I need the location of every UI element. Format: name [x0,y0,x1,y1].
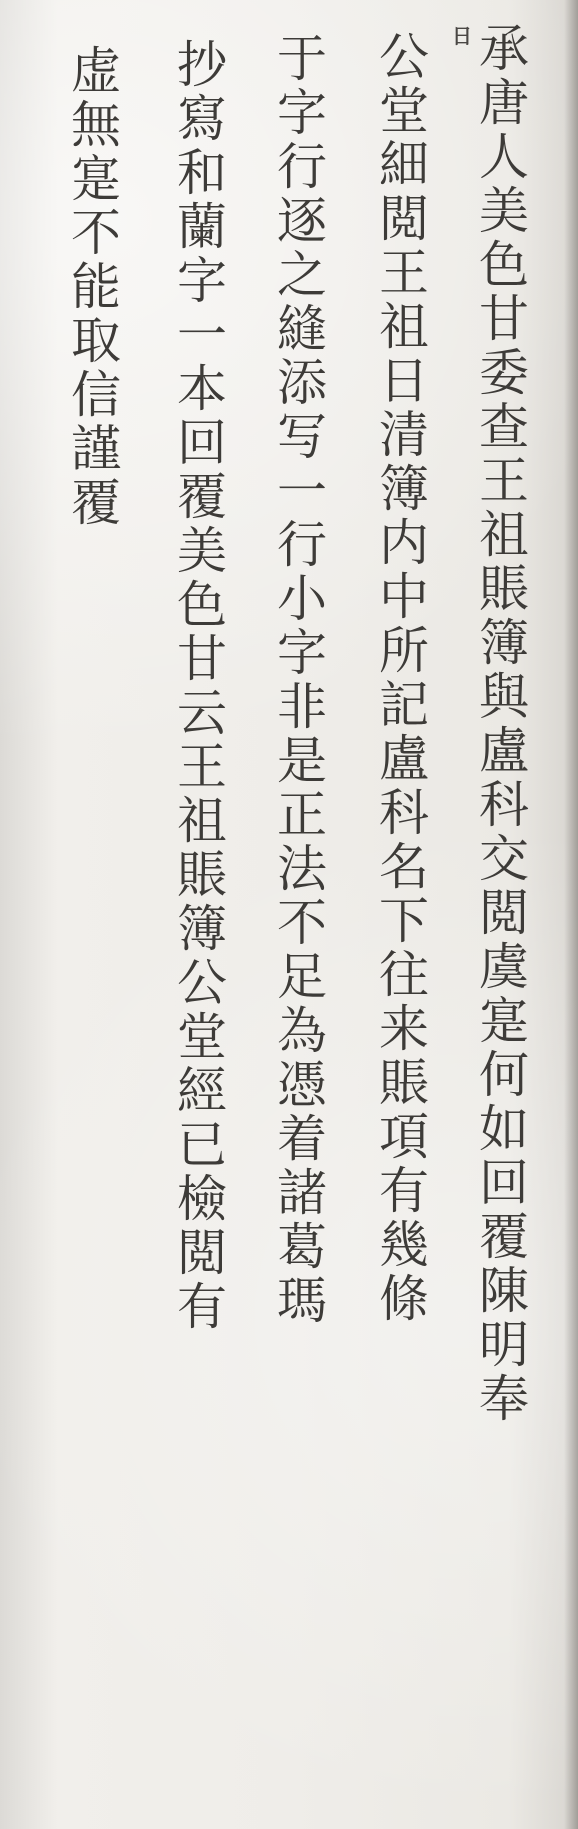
text-column-3: 于字行逐之縫添写一行小字非是正法不足為憑着諸葛瑪 [269,32,327,1328]
text-column-1: 承唐人美色甘委查王祖賬簿與盧科交閲虞寔何如回覆陳明奉 [471,22,529,1426]
text-column-4: 抄寫和蘭字一本回覆美色甘云王祖賬簿公堂經已檢閲有 [169,38,227,1334]
page-edge-shadow [564,0,578,1829]
marginal-mark: 日 [452,24,472,48]
text-column-2: 公堂細閲王祖日清簿内中所記盧科名下往来賬項有幾條 [371,30,429,1326]
text-column-5: 虚無寔不能取信謹覆 [63,44,121,530]
